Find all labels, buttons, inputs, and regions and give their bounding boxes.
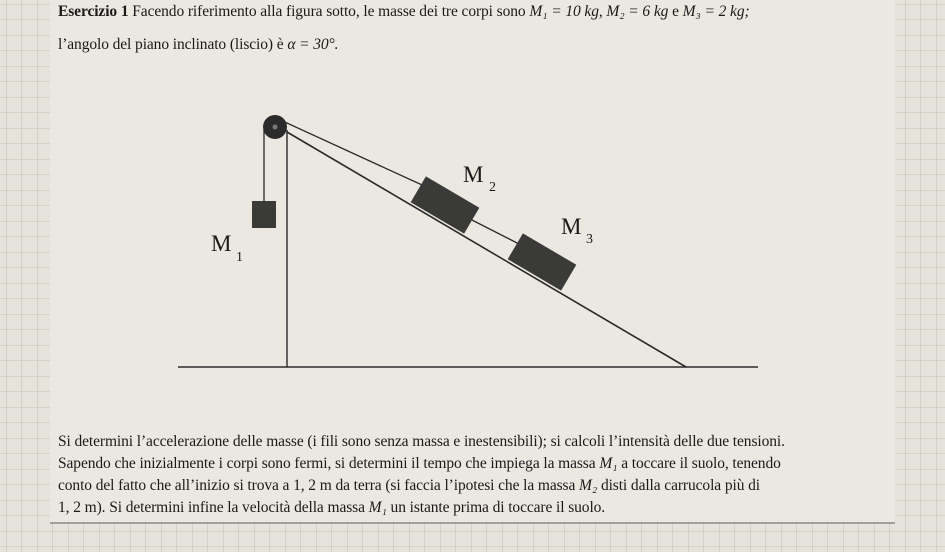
label-m2-subscript: 2 [489,180,496,195]
question-text-2b: a toccare il suolo, tenendo [621,455,781,472]
question-line-1 [58,433,785,451]
label-m3: M [561,214,582,239]
question-text-2a: Sapendo che inizialmente i corpi sono fermi, si determini il tempo che impiega la massa [58,455,596,472]
label-m2: M [463,162,484,187]
incline-surface [287,132,686,367]
mass-m2-value: M₂ = 6 kg [606,3,669,20]
question-line-4 [58,499,605,517]
block-m1 [252,201,276,228]
mass-m3-value: M₃ = 2 kg; [682,3,750,20]
exercise-intro: Facendo riferimento alla figura sotto, le masse dei tre corpi sono [132,3,526,20]
question-mass-m1: M₁ [599,455,618,472]
conjunction: e [672,3,679,20]
rope-pulley-to-m2 [276,118,433,190]
question-text-3b: disti dalla carrucola più di [600,477,760,494]
label-m3-subscript: 3 [586,232,593,247]
label-m1: M [211,231,232,256]
question-line-2 [58,455,781,473]
question-text-1: Si determini l’accelerazione delle masse (i fili sono senza massa e inestensibili); si calcoli l’intensità delle due tensioni. [58,433,785,450]
exercise-heading: Esercizio 1 [58,3,129,20]
label-m1-subscript: 1 [236,250,243,265]
mass-m1-value: M₁ = 10 kg, [529,3,603,20]
question-text-4b: un istante prima di toccare il suolo. [390,499,606,516]
pulley-axle [273,125,278,130]
angle-text: l’angolo del piano inclinato (liscio) è [58,36,284,53]
question-mass-m2: M₂ [579,477,598,494]
question-text-3a: conto del fatto che all’inizio si trova a 1, 2 m da terra (si faccia l’ipotesi che la massa [58,477,576,494]
question-line-3 [58,477,760,495]
question-mass-m1-final: M₁ [368,499,387,516]
question-text-4a: 1, 2 m). Si determini infine la velocità della massa [58,499,365,516]
angle-value: α = 30°. [287,36,339,53]
